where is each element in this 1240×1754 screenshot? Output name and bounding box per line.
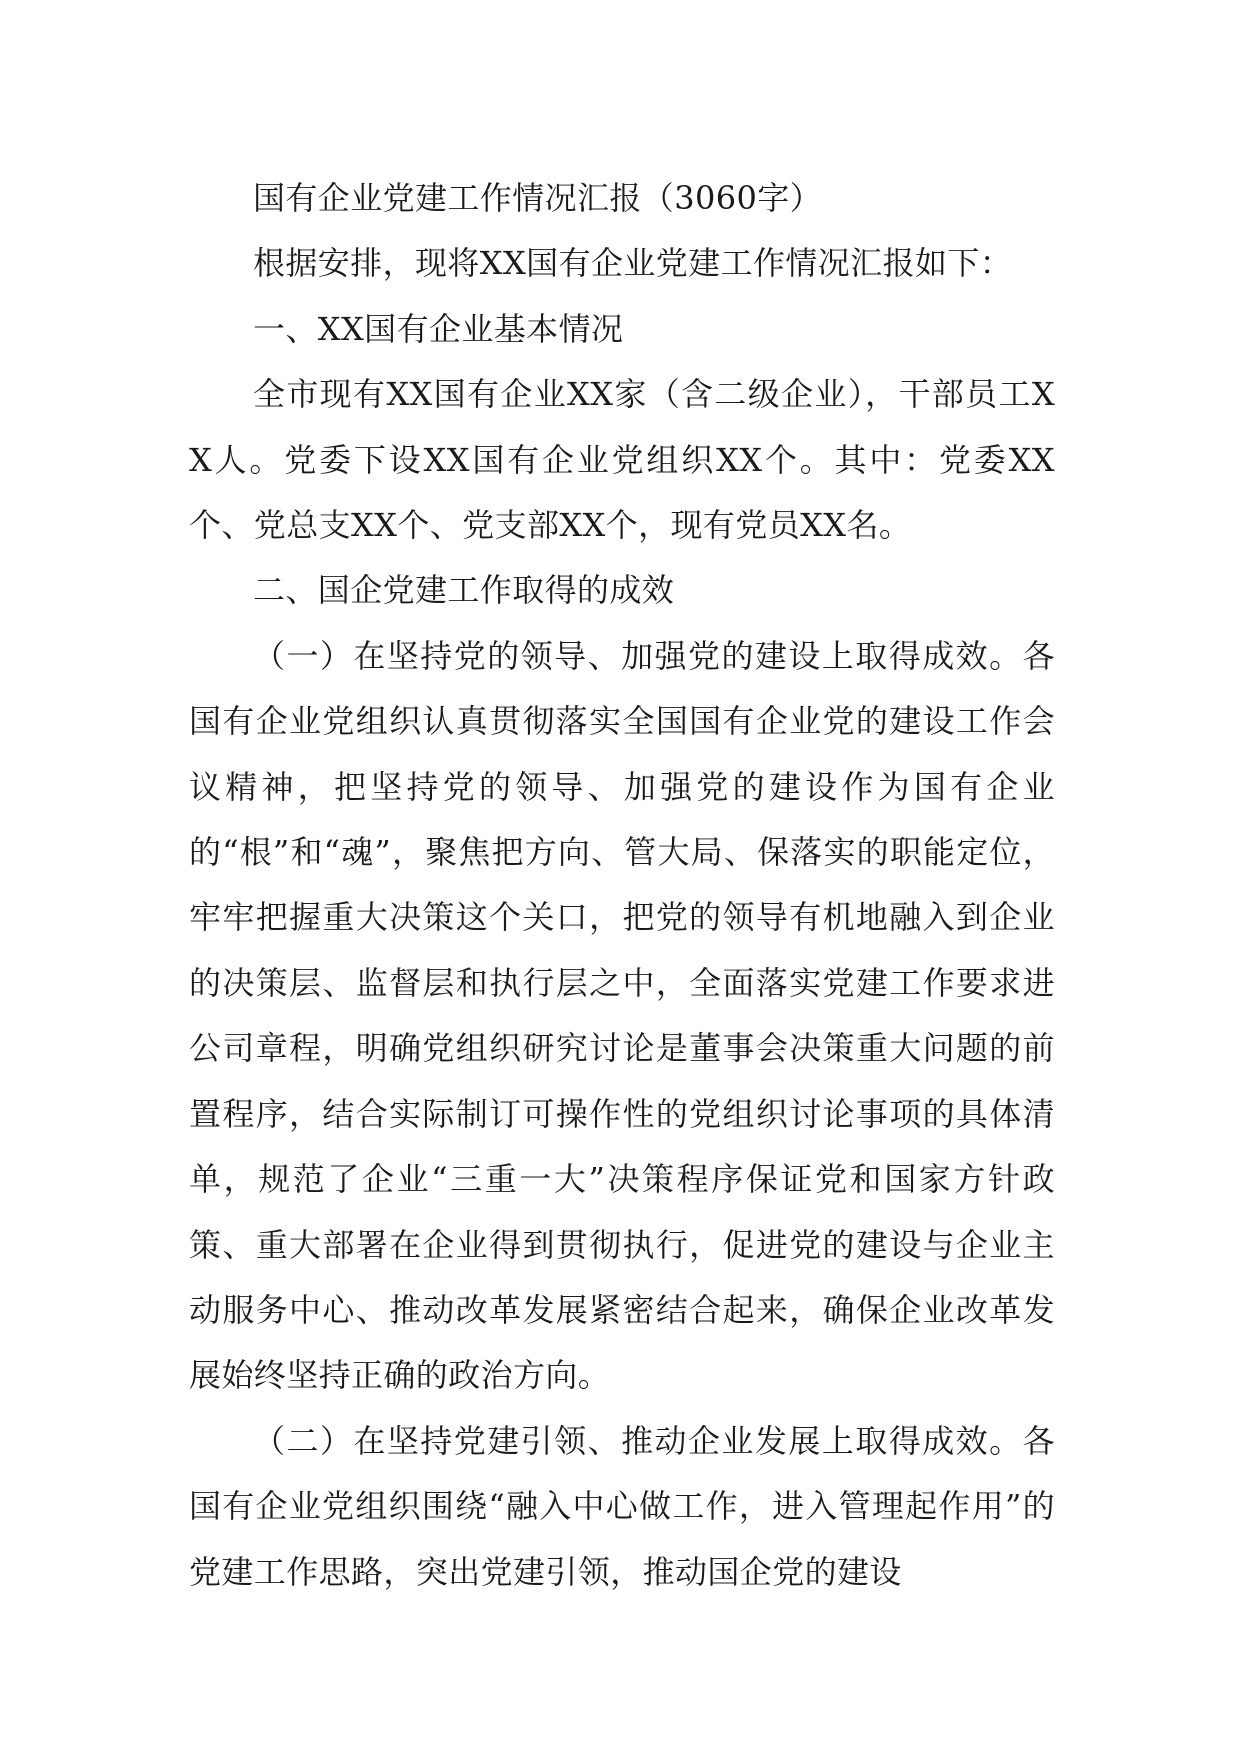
section-2-item-2-paragraph: （二）在坚持党建引领、推动企业发展上取得成效。各国有企业党组织围绕“融入中心做工作，进入管理起作用”的党建工作思路，突出党建引领，推动国企党的建设: [189, 1421, 1055, 1591]
section-2-heading: 二、国企党建工作取得的成效: [253, 571, 675, 610]
intro-paragraph: 根据安排，现将XX国有企业党建工作情况汇报如下：: [253, 244, 1013, 283]
section-1-paragraph: 全市现有XX国有企业XX家（含二级企业），干部员工XX人。党委下设XX国有企业党组织XX个。其中：党委XX个、党总支XX个、党支部XX个，现有党员XX名。: [189, 375, 1055, 545]
document-body: [189, 166, 1055, 1605]
section-1-heading: 一、XX国有企业基本情况: [253, 309, 624, 348]
section-2-item-1-paragraph: （一）在坚持党的领导、加强党的建设上取得成效。各国有企业党组织认真贯彻落实全国国有企业党的建设工作会议精神，把坚持党的领导、加强党的建设作为国有企业的“根”和“魂”，聚焦把方向、管大局、保落实的职能定位，牢牢把握重大决策这个关口，把党的领导有机地融入到企业的决策层、监督层和执行层之中，全面落实党建工作要求进公司章程，明确党组织研究讨论是董事会决策重大问题的前置程序，结合实际制订可操作性的党组织讨论事项的具体清单，规范了企业“三重一大”决策程序保证党和国家方针政策、重大部署在企业得到贯彻执行，促进党的建设与企业主动服务中心、推动改革发展紧密结合起来，确保企业改革发展始终坚持正确的政治方向。: [189, 636, 1055, 1395]
document-title: 国有企业党建工作情况汇报（3060字）: [253, 179, 823, 217]
